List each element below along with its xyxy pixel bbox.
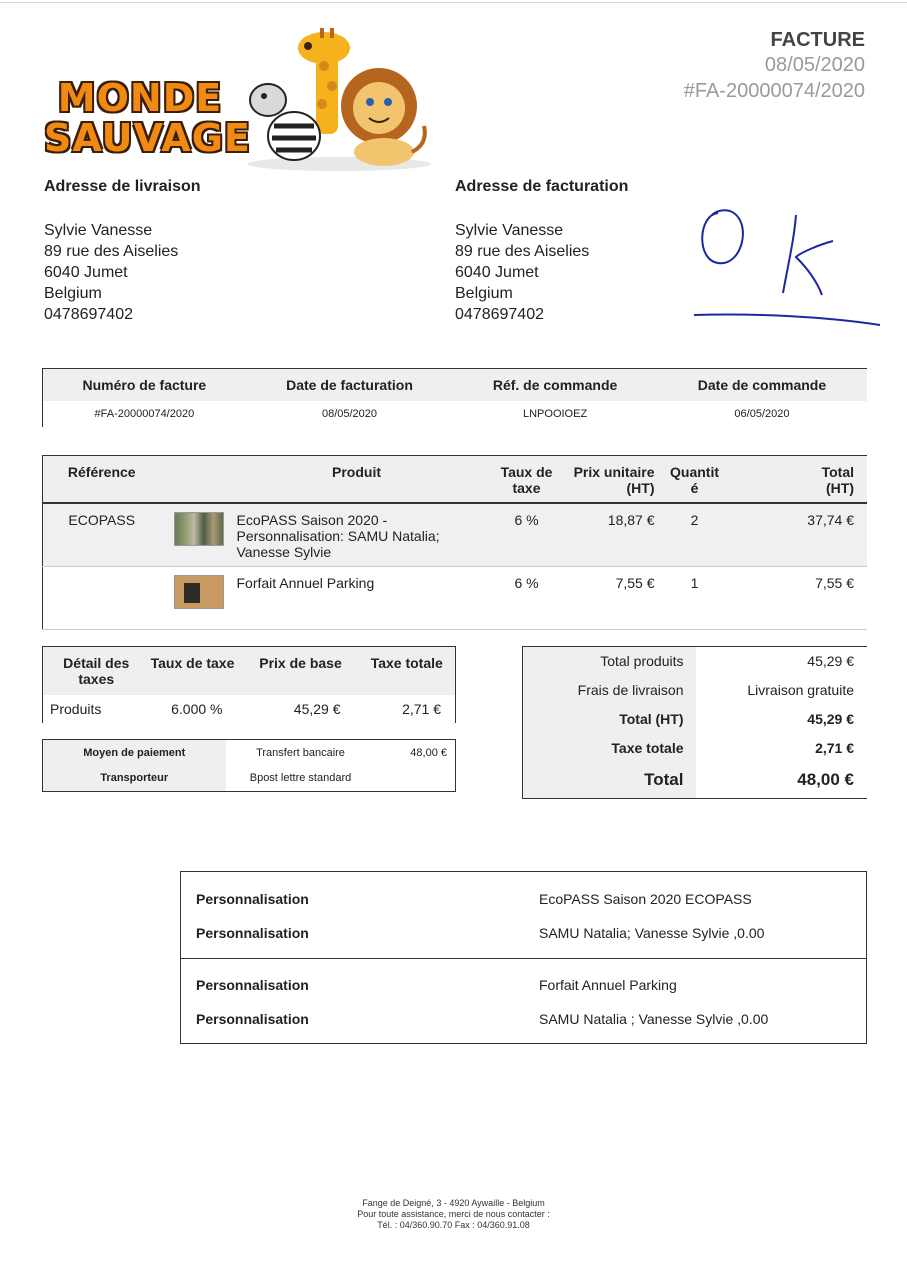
personalisation-label: Personnalisation <box>196 891 309 907</box>
footer-contact: Tél. : 04/360.90.70 Fax : 04/360.91.08 <box>377 1220 530 1230</box>
company-logo <box>44 26 436 174</box>
product-tax: 6 % <box>487 503 567 567</box>
invoice-header <box>684 28 865 104</box>
personalisation-group <box>181 958 866 1044</box>
products-table <box>42 455 867 630</box>
shipping-fee-label: Frais de livraison <box>523 676 696 705</box>
product-name: Forfait Annuel Parking <box>237 567 487 630</box>
col-unit-price: Prix unitaire (HT) <box>567 456 667 503</box>
personalisation-label: Personnalisation <box>196 1011 309 1027</box>
tax-header-base: Prix de base <box>243 647 359 695</box>
product-name: EcoPASS Saison 2020 - Personnalisation: SAMU Natalia; Vanesse Sylvie <box>237 503 487 567</box>
personalisation-label: Personnalisation <box>196 925 309 941</box>
col-product: Produit <box>237 456 487 503</box>
col-total: Total (HT) <box>723 456 868 503</box>
tax-header-detail: Détail des taxes <box>43 647 143 695</box>
product-unit-price: 7,55 € <box>567 567 667 630</box>
product-quantity: 1 <box>667 567 723 630</box>
grand-total-value: 48,00 € <box>797 770 854 790</box>
col-tax: Taux de taxe <box>487 456 567 503</box>
invoice-footer <box>0 1198 907 1231</box>
tax-detail-table <box>42 646 456 723</box>
info-invoice-number: #FA-20000074/2020 <box>43 401 246 427</box>
product-quantity: 2 <box>667 503 723 567</box>
top-divider <box>0 2 907 3</box>
info-header-order-ref: Réf. de commande <box>453 369 657 401</box>
tax-header-total: Taxe totale <box>359 647 456 695</box>
personalisation-value: SAMU Natalia ; Vanesse Sylvie ,0.00 <box>539 1011 769 1027</box>
tax-row-label: Produits <box>50 700 102 717</box>
tax-row-total: 2,71 € <box>402 700 441 717</box>
product-reference: ECOPASS <box>43 503 161 567</box>
shipping-name: Sylvie Vanesse <box>44 222 153 239</box>
invoice-date: 08/05/2020 <box>764 54 865 76</box>
carrier-label: Transporteur <box>43 766 226 792</box>
totals-table <box>522 646 867 799</box>
info-header-order-date: Date de commande <box>657 369 867 401</box>
invoice-info-table <box>42 368 867 427</box>
product-thumbnail <box>174 575 224 609</box>
info-invoice-date: 08/05/2020 <box>321 407 378 420</box>
personalisation-row <box>181 891 866 911</box>
billing-name: Sylvie Vanesse <box>455 222 564 239</box>
shipping-fee-value: Livraison gratuite <box>747 682 854 698</box>
payment-table <box>42 739 456 792</box>
shipping-phone: 0478697402 <box>44 306 133 323</box>
payment-method-value: Transfert bancaire <box>256 746 345 759</box>
table-row <box>43 567 868 630</box>
logo-animals-illustration <box>244 26 436 174</box>
shipping-address <box>44 178 364 325</box>
product-reference <box>43 567 161 630</box>
col-reference: Référence <box>43 456 161 503</box>
invoice-title: FACTURE <box>770 29 865 51</box>
invoice-number: #FA-20000074/2020 <box>683 80 865 102</box>
tax-row-rate: 6.000 % <box>171 700 223 717</box>
personalisation-value: Forfait Annuel Parking <box>539 977 677 993</box>
total-tax-value: 2,71 € <box>815 740 854 756</box>
logo-wordmark: MONDE SAUVAGE <box>44 76 251 160</box>
personalisation-row <box>181 925 866 945</box>
billing-phone: 0478697402 <box>455 306 544 323</box>
product-total: 37,74 € <box>723 503 868 567</box>
total-ht-value: 45,29 € <box>807 711 854 727</box>
billing-address-heading: Adresse de facturation <box>455 178 629 195</box>
footer-assistance: Pour toute assistance, merci de nous contacter : <box>357 1209 550 1219</box>
personalisation-row <box>181 977 866 997</box>
total-ht-label: Total (HT) <box>523 705 696 734</box>
product-unit-price: 18,87 € <box>567 503 667 567</box>
grand-total-label: Total <box>523 763 696 799</box>
tax-row-base: 45,29 € <box>293 700 341 717</box>
tax-header-rate: Taux de taxe <box>143 647 243 695</box>
table-row <box>43 503 868 567</box>
personalisation-value: EcoPASS Saison 2020 ECOPASS <box>539 891 752 907</box>
personalisation-group <box>181 872 866 958</box>
info-header-invoice-number: Numéro de facture <box>43 369 246 401</box>
billing-country: Belgium <box>455 285 513 302</box>
col-quantity: Quantit é <box>667 456 723 503</box>
personalisation-value: SAMU Natalia; Vanesse Sylvie ,0.00 <box>539 925 765 941</box>
personalisation-label: Personnalisation <box>196 977 309 993</box>
info-header-invoice-date: Date de facturation <box>246 369 454 401</box>
product-tax: 6 % <box>487 567 567 630</box>
total-products-label: Total produits <box>523 647 696 676</box>
shipping-city: 6040 Jumet <box>44 264 128 281</box>
footer-address: Fange de Deigné, 3 - 4920 Aywaille - Belgium <box>362 1198 545 1208</box>
col-image <box>161 456 237 503</box>
billing-street: 89 rue des Aiselies <box>455 243 590 260</box>
handwritten-ok-signature <box>688 205 888 335</box>
info-order-date: 06/05/2020 <box>734 407 790 420</box>
payment-method-label: Moyen de paiement <box>43 740 226 766</box>
payment-method-amount: 48,00 € <box>410 746 447 759</box>
shipping-street: 89 rue des Aiselies <box>44 243 179 260</box>
total-tax-label: Taxe totale <box>523 734 696 763</box>
total-products-value: 45,29 € <box>807 653 854 670</box>
personalisation-row <box>181 1011 866 1031</box>
billing-city: 6040 Jumet <box>455 264 539 281</box>
info-order-ref: LNPOOIOEZ <box>522 407 588 420</box>
shipping-country: Belgium <box>44 285 102 302</box>
products-header-row <box>43 456 868 503</box>
personalisation-box <box>180 871 867 1044</box>
product-total: 7,55 € <box>723 567 868 630</box>
shipping-address-heading: Adresse de livraison <box>44 178 201 195</box>
product-thumbnail <box>174 512 224 546</box>
carrier-value: Bpost lettre standard <box>249 772 352 785</box>
